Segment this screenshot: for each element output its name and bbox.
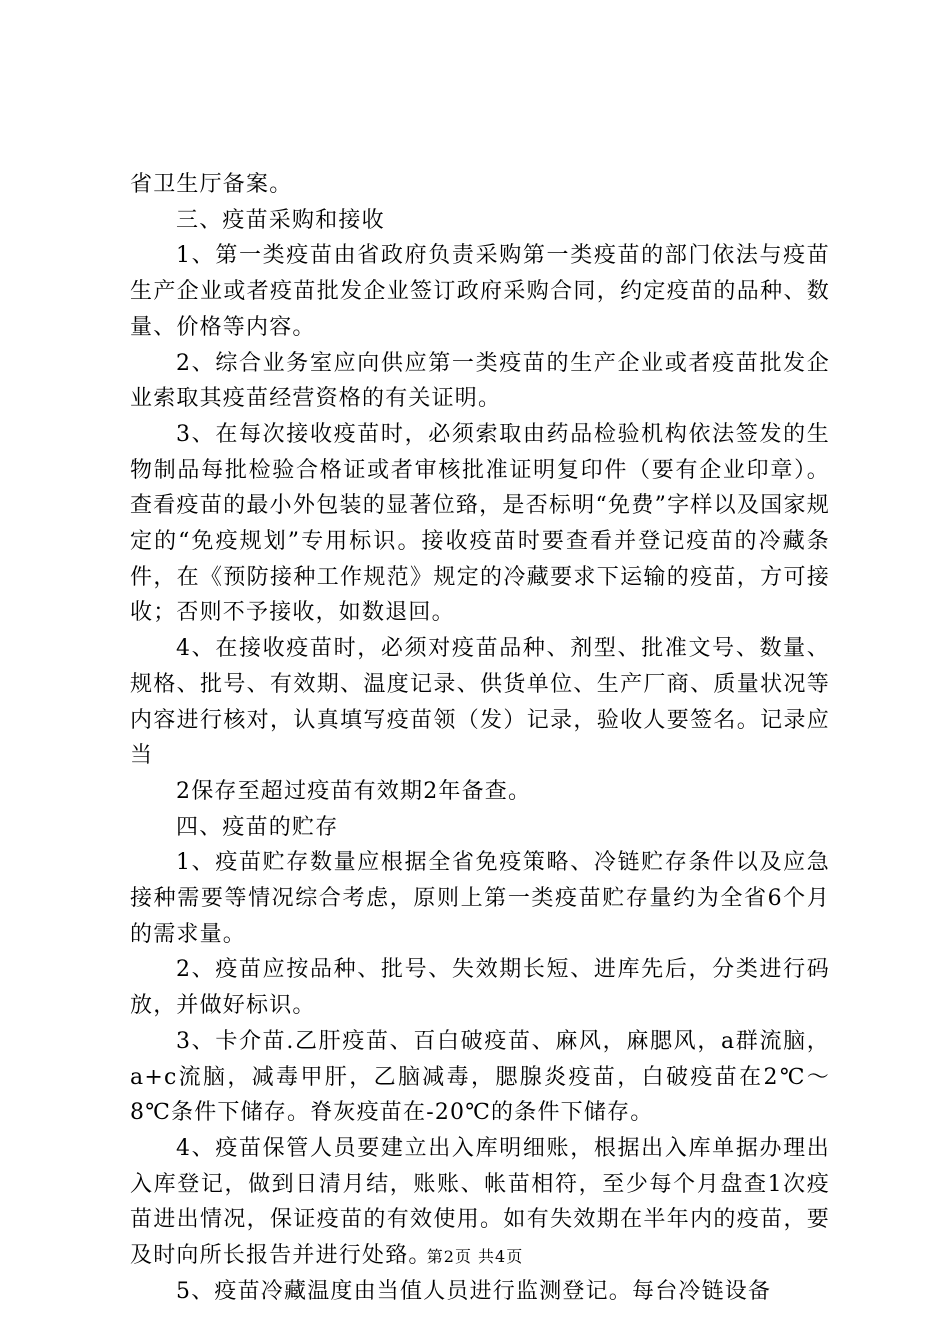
paragraph: 1、第一类疫苗由省政府负责采购第一类疫苗的部门依法与疫苗生产企业或者疫苗批发企业签订政府采购合同，约定疫苗的品种、数量、价格等内容。 bbox=[130, 243, 830, 340]
page-number: 第2页 共4页 bbox=[426, 1247, 524, 1266]
document-body bbox=[130, 167, 830, 1310]
paragraph: 2、综合业务室应向供应第一类疫苗的生产企业或者疫苗批发企业索取其疫苗经营资格的有关证明。 bbox=[130, 350, 830, 412]
section-heading: 四、疫苗的贮存 bbox=[176, 814, 339, 840]
paragraph: 1、疫苗贮存数量应根据全省免疫策略、冷链贮存条件以及应急接种需要等情况综合考虑，原则上第一类疫苗贮存量约为全省6个月的需求量。 bbox=[130, 850, 830, 947]
paragraph: 4、在接收疫苗时，必须对疫苗品种、剂型、批准文号、数量、规格、批号、有效期、温度记录、供货单位、生产厂商、质量状况等内容进行核对，认真填写疫苗领（发）记录，验收人要签名。记录应当 bbox=[130, 636, 830, 769]
paragraph: 2保存至超过疫苗有效期2年备查。 bbox=[176, 778, 532, 804]
paragraph: 省卫生厅备案。 bbox=[130, 172, 293, 197]
paragraph: 4、疫苗保管人员要建立出入库明细账，根据出入库单据办理出入库登记，做到日清月结，账账、帐苗相符，至少每个月盘查1次疫苗进出情况，保证疫苗的有效使用。如有失效期在半年内的疫苗，要及时向所长报告并进行处臵。 bbox=[130, 1135, 830, 1269]
paragraph: 3、卡介苗.乙肝疫苗、百白破疫苗、麻风，麻腮风，a群流脑，a+c流脑，减毒甲肝，乙脑减毒，腮腺炎疫苗，白破疫苗在2℃～8℃条件下储存。脊灰疫苗在-20℃的条件下储存。 bbox=[130, 1028, 830, 1126]
paragraph: 2、疫苗应按品种、批号、失效期长短、进库先后，分类进行码放，并做好标识。 bbox=[130, 957, 830, 1019]
paragraph: 3、在每次接收疫苗时，必须索取由药品检验机构依法签发的生物制品每批检验合格证或者审核批准证明复印件（要有企业印章）。查看疫苗的最小外包装的显著位臵，是否标明“免费”字样以及国家规定的“免疫规划”专用标识。接收疫苗时要查看并登记疫苗的冷藏条件，在《预防接种工作规范》规定的冷藏要求下运输的疫苗，方可接收；否则不予接收，如数退回。 bbox=[130, 421, 830, 626]
paragraph: 5、疫苗冷藏温度由当值人员进行监测登记。每台冷链设备 bbox=[176, 1278, 772, 1304]
section-heading: 三、疫苗采购和接收 bbox=[176, 207, 385, 233]
